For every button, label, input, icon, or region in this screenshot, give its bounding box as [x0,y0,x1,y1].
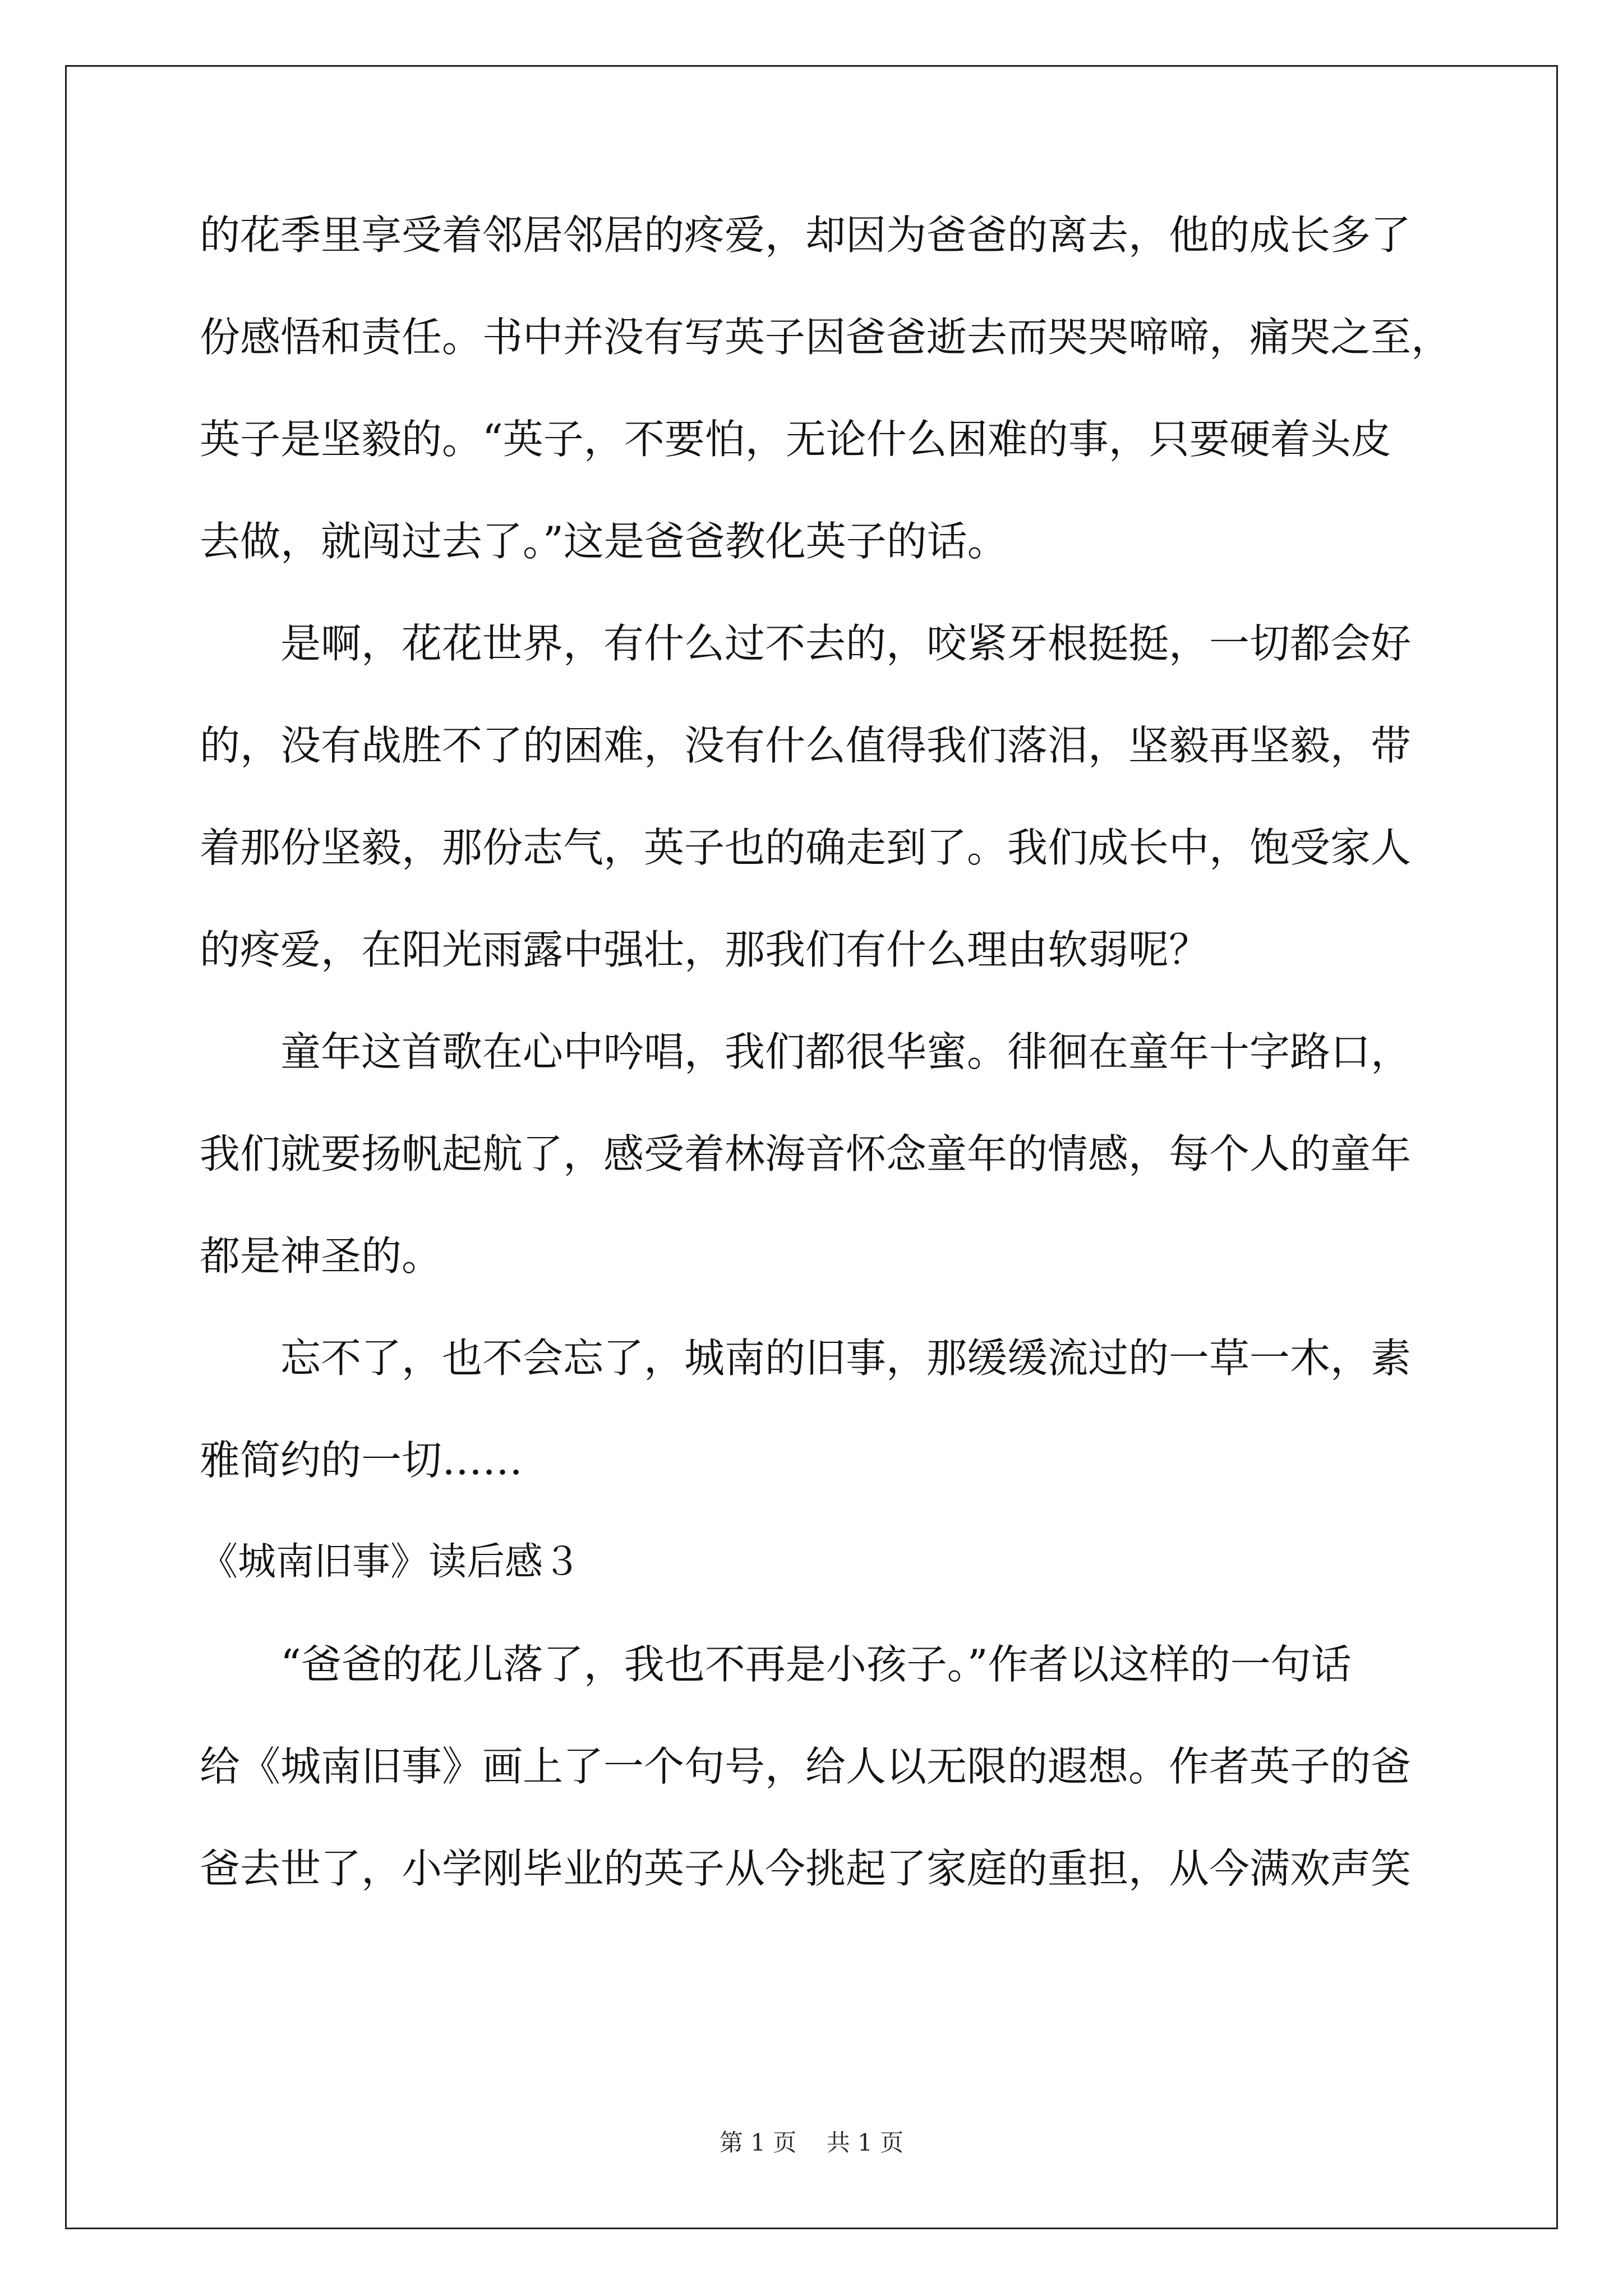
text-line: 忘不了，也不会忘了，城南的旧事，那缓缓流过的一草一木，素 [280,1335,1412,1382]
text-line: 着那份坚毅，那份志气，英子也的确走到了。我们成长中，饱受家人 [200,824,1412,871]
text-line: 爸去世了，小学刚毕业的英子从今挑起了家庭的重担，从今满欢声笑 [200,1845,1412,1892]
text-line: 的，没有战胜不了的困难，没有什么值得我们落泪，坚毅再坚毅，带 [200,722,1412,769]
text-line: 的疼爱，在阳光雨露中强壮，那我们有什么理由软弱呢？ [200,926,1210,973]
text-line: 去做，就闯过去了。”这是爸爸教化英子的话。 [200,518,1008,565]
text-line: 雅简约的一切…… [200,1437,523,1484]
text-line: “爸爸的花儿落了，我也不再是小孩子。”作者以这样的一句话 [280,1641,1352,1688]
text-line: 给《城南旧事》画上了一个句号，给人以无限的遐想。作者英子的爸 [200,1743,1412,1790]
text-line: 是啊，花花世界，有什么过不去的，咬紧牙根挺挺，一切都会好 [280,620,1412,667]
text-line: 都是神圣的。 [200,1232,442,1280]
document-body [200,210,1452,1894]
page-footer [0,2129,1623,2157]
text-line: 的花季里享受着邻居邻居的疼爱，却因为爸爸的离去，他的成长多了 [200,211,1412,259]
text-line: 童年这首歌在心中吟唱，我们都很华蜜。徘徊在童年十字路口， [280,1028,1412,1075]
text-line: 我们就要扬帆起航了，感受着林海音怀念童年的情感，每个人的童年 [200,1130,1412,1177]
text-line: 英子是坚毅的。“英子，不要怕，无论什么困难的事，只要硬着头皮 [200,416,1391,463]
page-number-label: 第 1 页 共 1 页 [719,2129,904,2156]
section-heading: 《城南旧事》读后感３ [200,1540,582,1584]
text-line: 份感悟和责任。书中并没有写英子因爸爸逝去而哭哭啼啼，痛哭之至， [200,314,1452,361]
